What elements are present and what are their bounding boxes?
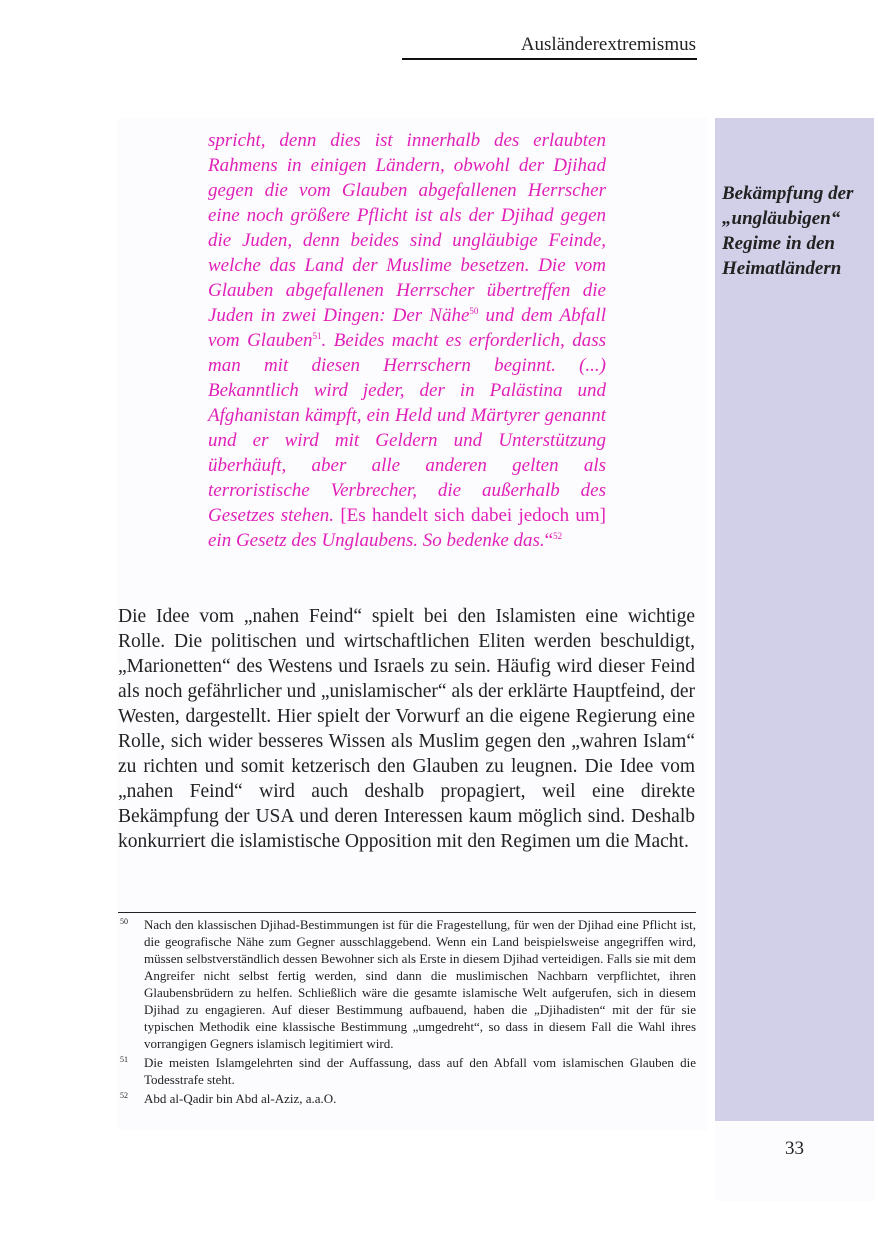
body-paragraph: Die Idee vom „nahen Feind“ spielt bei den Islamisten eine wichtige Rolle. Die politischen und wirtschaftlichen Eliten werden beschuldigt, „Marionetten“ des Westens und Israels zu sein. Häufig wird dieser Feind als noch gefährlicher und „unislamischer“ als der erklärte Hauptfeind, der Westen, dargestellt. Hier spielt der Vorwurf an die eigene Regierung eine Rolle, sich wider besseres Wissen als Muslim gegen den „wahren Islam“ zu richten und somit ketzerisch den Glauben zu leugnen. Die Idee vom „nahen Feind“ wird auch deshalb propagiert, weil eine direkte Bekämpfung der USA und deren Interessen kaum möglich sind. Deshalb konkurriert die islamistische Opposition mit den Regimen um die Macht.	[118, 606, 695, 852]
footnote-rule	[118, 912, 696, 913]
quote-text: spricht, denn dies ist innerhalb des erlaubten Rahmens in einigen Ländern, obwohl der Djihad gegen die vom Glauben abgefallenen Herrscher eine noch größere Pflicht ist als der Djihad gegen die Juden, denn beides sind ungläubige Feinde, welche das Land der Muslime besetzen. Die vom Glauben abgefallenen Herrscher übertreffen die Juden in zwei Dingen: Der Nähe	[208, 130, 606, 326]
block-quote	[208, 128, 606, 553]
page-number-panel	[715, 1121, 874, 1201]
header-rule	[402, 58, 697, 60]
quote-text: . Beides macht es erforderlich, dass man mit diesen Herrschern beginnt. (...) Bekanntlich wird jeder, der in Palästina und Afghanistan kämpft, ein Held und Märtyrer genannt und er wird mit Geldern und Unterstützung überhäuft, aber alle anderen gelten als terroristische Verbrecher, die außerhalb des Gesetzes stehen.	[208, 330, 606, 526]
page-number: 33	[785, 1138, 804, 1159]
quote-text: und dem Abfall vom Glauben	[208, 305, 606, 351]
footnotes	[118, 916, 696, 1109]
quote-text: ein Gesetz des Unglaubens. So bedenke das.	[208, 530, 545, 551]
margin-note: Bekämpfung der „ungläubigen“ Regime in den Heimatländern	[722, 183, 854, 279]
quote-closing-mark: “	[544, 530, 554, 551]
footnote-ref-51: 51	[312, 331, 322, 341]
footnote-text: Die meisten Islamgelehrten sind der Auffassung, dass auf den Abfall vom islamischen Glauben die Todesstrafe steht.	[144, 1055, 696, 1087]
running-header: Ausländerextremismus	[520, 34, 696, 55]
quote-editorial-insert: [Es handelt sich dabei jedoch um]	[334, 505, 606, 526]
footnote-text: Nach den klassischen Djihad-Bestimmungen ist für die Fragestellung, für wen der Djihad eine Pflicht ist, die geografische Nähe zum Gegner ausschlaggebend. Wenn ein Land beispielsweise angegriffen wird, müssen selbstverständlich dessen Bewohner sich als Erste in diesem Djihad verteidigen. Falls sie mit dem Angreifer nicht selbst fertig werden, sind dann die muslimischen Nachbarn verpflichtet, ihren Glaubensbrüdern zu helfen. Schließlich wäre die gesamte islamische Welt aufgerufen, sich in diesem Djihad zu engagieren. Auf dieser Bestimmung aufbauend, haben die „Djihadisten“ mit der für sie typischen Methodik eine klassische Bestimmung „umgedreht“, so dass in diesem Fall die Wahl ihres vorrangigen Gegners islamisch legitimiert wird.	[144, 917, 696, 1051]
footnote-text: Abd al-Qadir bin Abd al-Aziz, a.a.O.	[144, 1091, 337, 1106]
footnote-number: 50	[120, 917, 128, 926]
footnote-number: 51	[120, 1055, 128, 1064]
footnote	[118, 1054, 696, 1088]
footnote-ref-50: 50	[469, 306, 479, 316]
footnote	[118, 1090, 696, 1107]
footnote	[118, 916, 696, 1052]
footnote-ref-52: 52	[553, 531, 563, 541]
footnote-number: 52	[120, 1091, 128, 1100]
